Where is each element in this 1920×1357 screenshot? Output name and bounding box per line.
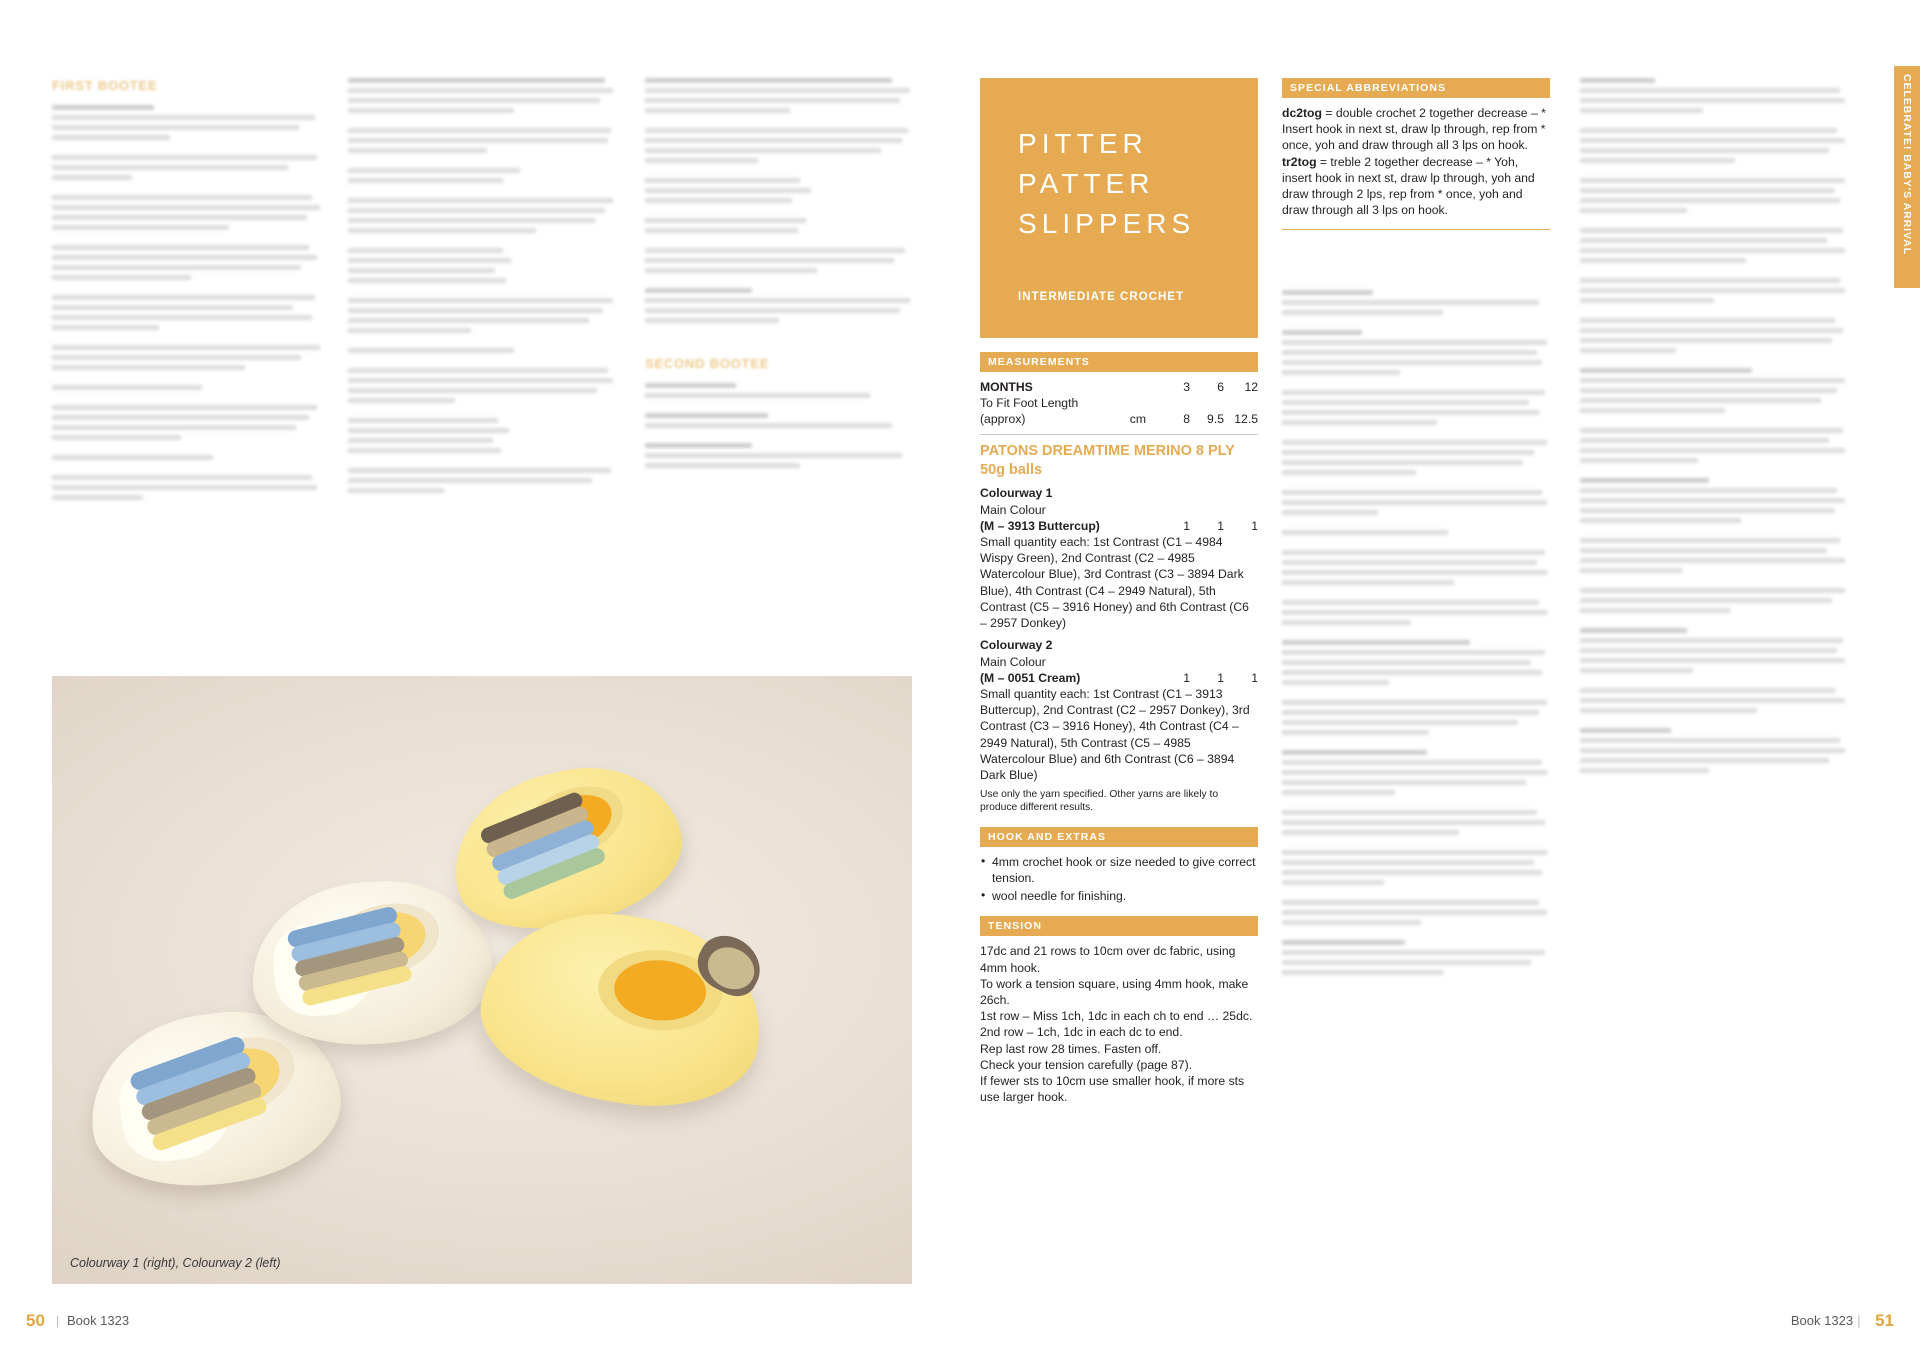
pattern-title-block xyxy=(980,78,1258,338)
abbr-term-tr2tog: tr2tog xyxy=(1282,154,1317,169)
colourway-2-main-row xyxy=(980,670,1258,686)
tension-p3: 1st row – Miss 1ch, 1dc in each ch to end … 25dc. xyxy=(980,1009,1253,1024)
length-3: 8 xyxy=(1183,412,1190,427)
unit-label: cm xyxy=(1129,412,1146,427)
pattern-specs-column xyxy=(980,352,1258,1105)
left-column-3 xyxy=(645,78,913,473)
photo-caption: Colourway 1 (right), Colourway 2 (left) xyxy=(70,1256,281,1270)
book-label-left: Book 1323 xyxy=(66,1313,130,1328)
length-12: 12.5 xyxy=(1234,412,1258,427)
difficulty-label: INTERMEDIATE CROCHET xyxy=(1018,291,1185,303)
book-label-right: Book 1323 xyxy=(1790,1313,1854,1328)
abbr-text-tr2tog: = treble 2 together decrease – * Yoh, insert hook in next st, draw lp through, yoh and draw through 2 lps, rep from * once, yoh and draw through all 3 lps on hook. xyxy=(1282,154,1535,218)
left-column-1 xyxy=(52,78,320,505)
colourway-1-block xyxy=(980,485,1258,631)
section-tab-label: CELEBRATE! BABY'S ARRIVAL xyxy=(1901,74,1913,256)
months-label: MONTHS xyxy=(980,380,1033,394)
approx-label: (approx) xyxy=(980,412,1026,427)
folio-right: Book 1323 | 51 xyxy=(1790,1311,1894,1330)
page-number-left: 50 xyxy=(26,1311,45,1330)
colourway-1-main: (M – 3913 Buttercup) xyxy=(980,518,1100,533)
tension-band: TENSION xyxy=(980,916,1258,936)
tension-p4: 2nd row – 1ch, 1dc in each dc to end. xyxy=(980,1025,1183,1040)
tension-p2: To work a tension square, using 4mm hook, make 26ch. xyxy=(980,976,1249,1007)
colourway-1-name: Colourway 1 xyxy=(980,486,1053,501)
instructions-b-body xyxy=(1282,290,1550,975)
colourway-2-name: Colourway 2 xyxy=(980,638,1053,653)
tension-p7: If fewer sts to 10cm use smaller hook, if more sts use larger hook. xyxy=(980,1074,1245,1105)
product-photo xyxy=(52,676,912,1284)
instructions-column-b xyxy=(1282,290,1550,980)
instructions-column-c xyxy=(1580,78,1848,778)
list-item: • 4mm crochet hook or size needed to give correct tension. xyxy=(980,854,1258,886)
tension-p6: Check your tension carefully (page 87). xyxy=(980,1057,1193,1072)
abbr-text-dc2tog: = double crochet 2 together decrease – * Insert hook in next st, draw lp through, rep from * once, yoh and draw through all 3 lps on hook. xyxy=(1282,106,1546,153)
column-2-body xyxy=(348,78,616,493)
divider xyxy=(980,434,1258,435)
right-page xyxy=(960,0,1920,1357)
special-abbreviations-band: SPECIAL ABBREVIATIONS xyxy=(1282,78,1550,98)
cw1-count-12: 1 xyxy=(1251,518,1258,533)
cw2-count-3: 1 xyxy=(1183,670,1190,685)
tension-body xyxy=(980,943,1258,1105)
cw2-count-6: 1 xyxy=(1217,670,1224,685)
table-row-months xyxy=(980,379,1258,395)
colourway-1-contrasts: Small quantity each: 1st Contrast (C1 – 4984 Wispy Green), 2nd Contrast (C2 – 4985 Watercolour Blue), 3rd Contrast (C3 – 3894 Dark Blue), 4th Contrast (C4 – 2949 Natural), 5th Contrast (C5 – 3916 Honey) and 6th Contrast (C6 – 2957 Donkey) xyxy=(980,535,1249,631)
section-tab xyxy=(1894,66,1920,288)
hook-extras-band: HOOK AND EXTRAS xyxy=(980,827,1258,847)
left-column-2 xyxy=(348,78,616,498)
instructions-c-body xyxy=(1580,78,1848,773)
folio-left: 50 | Book 1323 xyxy=(26,1311,130,1330)
divider xyxy=(1282,229,1550,230)
months-12: 12 xyxy=(1244,380,1258,394)
length-6: 9.5 xyxy=(1207,412,1224,427)
colourway-2-block xyxy=(980,637,1258,783)
list-item: • wool needle for finishing. xyxy=(980,888,1258,904)
abbr-term-dc2tog: dc2tog xyxy=(1282,106,1322,120)
column-3-title: SECOND BOOTEE xyxy=(645,356,770,371)
abbr-entry-2 xyxy=(1282,154,1550,219)
months-6: 6 xyxy=(1217,380,1224,394)
column-1-body xyxy=(52,105,320,500)
colourway-2-main: (M – 0051 Cream) xyxy=(980,670,1081,685)
colourway-1-main-row xyxy=(980,518,1258,534)
measurements-table xyxy=(980,379,1258,428)
page-title: PITTER PATTER SLIPPERS xyxy=(1018,128,1196,239)
special-abbreviations-block xyxy=(1282,78,1550,230)
table-row-fit xyxy=(980,395,1258,411)
colourway-1-main-label: Main Colour xyxy=(980,502,1046,517)
abbr-entry-1 xyxy=(1282,105,1550,154)
measurements-band: MEASUREMENTS xyxy=(980,352,1258,372)
yarn-heading: PATONS DREAMTIME MERINO 8 PLY 50g balls xyxy=(980,442,1235,478)
column-1-title: FIRST BOOTEE xyxy=(52,78,158,93)
yarn-note: Use only the yarn specified. Other yarns are likely to produce different results. xyxy=(980,789,1219,814)
cw2-count-12: 1 xyxy=(1251,670,1258,685)
months-3: 3 xyxy=(1183,380,1190,394)
cw1-count-6: 1 xyxy=(1217,518,1224,533)
hook-extras-list xyxy=(980,854,1258,905)
fit-foot-label: To Fit Foot Length xyxy=(980,396,1079,411)
cw1-count-3: 1 xyxy=(1183,518,1190,533)
colourway-2-contrasts: Small quantity each: 1st Contrast (C1 – 3913 Buttercup), 2nd Contrast (C2 – 2957 Donkey), 3rd Contrast (C3 – 3916 Honey), 4th Contrast (C4 – 2949 Natural), 5th Contrast (C5 – 4985 Watercolour Blue) and 6th Contrast (C6 – 3894 Dark Blue) xyxy=(980,686,1250,783)
tension-p1: 17dc and 21 rows to 10cm over dc fabric, using 4mm hook. xyxy=(980,944,1236,975)
table-row-lengths xyxy=(980,411,1258,427)
colourway-2-main-label: Main Colour xyxy=(980,654,1046,669)
column-3-body-2 xyxy=(645,383,913,468)
column-3-body xyxy=(645,78,913,323)
tension-p5: Rep last row 28 times. Fasten off. xyxy=(980,1041,1162,1056)
page-number-right: 51 xyxy=(1875,1311,1894,1330)
